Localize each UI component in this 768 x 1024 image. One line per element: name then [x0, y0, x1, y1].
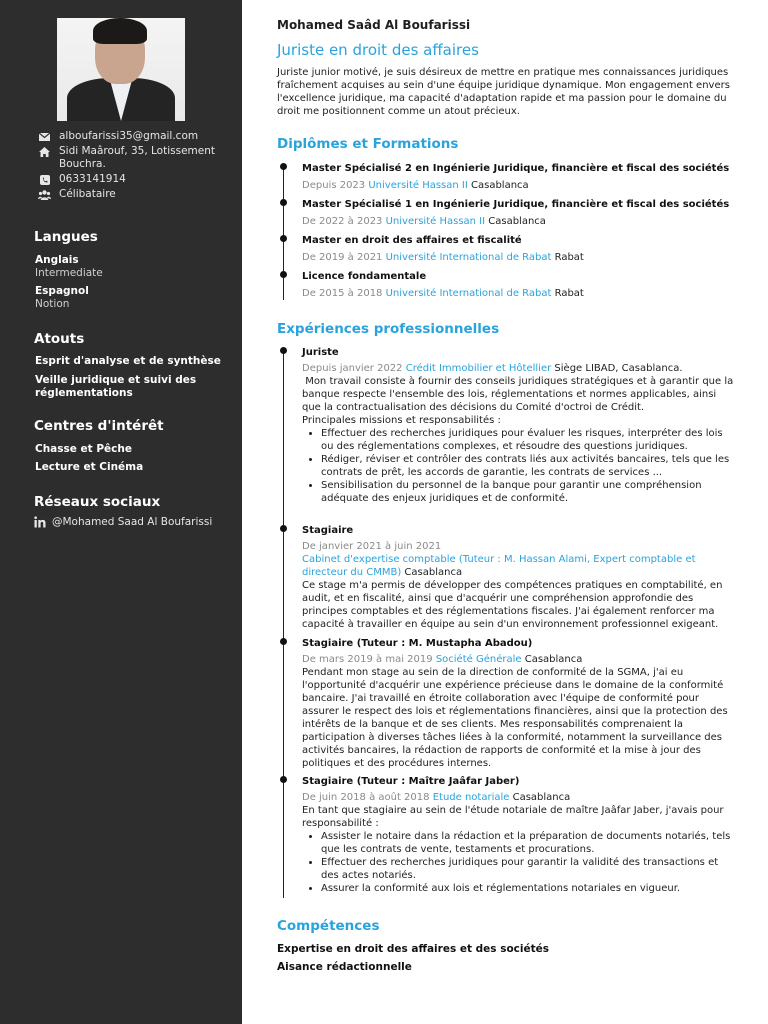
people-icon [38, 189, 51, 201]
role-date: De mars 2019 à mai 2019 [302, 654, 433, 665]
interest-item: Lecture et Cinéma [35, 461, 144, 473]
experience-item [302, 346, 737, 505]
list-item: • Sensibilisation du personnel de la banque pour garantir une compréhension adéquate des enjeux juridiques et de conformité. [321, 479, 737, 505]
skill-item: Aisance rédactionnelle [277, 961, 412, 973]
degree-date: De 2022 à 2023 [302, 216, 383, 227]
school-link[interactable]: Université International de Rabat [385, 252, 552, 263]
profile-summary: Juriste junior motivé, je suis désireux de mettre en pratique mes connaissances juridiques fraîchement acquises au sein d'une équipe juridique dynamique. Mon engagement envers l'excellence juridique, ma capacité d'adaptation rapide et ma passion pour le domaine du droit me positionnent comme un atout précieux. [277, 67, 730, 117]
education-item [302, 234, 737, 264]
experience-timeline [283, 350, 284, 898]
school-link[interactable]: Université Hassan II [368, 180, 468, 191]
school-city: Rabat [554, 288, 584, 299]
profile-photo [57, 18, 185, 121]
sidebar [0, 0, 242, 1024]
social-heading: Réseaux sociaux [34, 494, 161, 510]
timeline-dot [280, 525, 287, 532]
role-description: En tant que stagiaire au sein de l'étude notariale de maître Jaâfar Jaber, j'avais pour responsabilité : [302, 805, 724, 829]
contact-info [38, 130, 228, 203]
timeline-dot [280, 235, 287, 242]
languages-heading: Langues [34, 229, 98, 245]
linkedin-icon [34, 516, 46, 528]
contact-address: Sidi Maârouf, 35, Lotissement Bouchra. [38, 145, 228, 171]
timeline-dot [280, 776, 287, 783]
language-name: Anglais [35, 254, 79, 266]
language-name: Espagnol [35, 285, 89, 297]
company-location: Siège LIBAD, Casablanca. [554, 363, 683, 374]
timeline-dot [280, 163, 287, 170]
company-link[interactable]: Cabinet d'expertise comptable (Tuteur : M. Hassan Alami, Expert comptable et directeur du CMMB) [302, 554, 696, 578]
education-timeline [283, 166, 284, 300]
school-link[interactable]: Université International de Rabat [385, 288, 552, 299]
company-location: Casablanca [524, 654, 583, 665]
degree-date: De 2015 à 2018 [302, 288, 383, 299]
phone-icon [38, 174, 51, 186]
list-item: • Assurer la conformité aux lois et réglementations notariales en vigueur. [321, 882, 737, 895]
role-date: De janvier 2021 à juin 2021 [302, 541, 442, 552]
degree-date: Depuis 2023 [302, 180, 366, 191]
degree-date: De 2019 à 2021 [302, 252, 383, 263]
experience-item [302, 775, 737, 895]
degree-title: Master Spécialisé 2 en Ingénierie Juridique, financière et fiscal des sociétés [302, 163, 730, 174]
language-level: Notion [35, 298, 70, 310]
linkedin-handle: @Mohamed Saad Al Boufarissi [52, 516, 213, 528]
company-link[interactable]: Etude notariale [432, 792, 510, 803]
role-title: Juriste [302, 347, 339, 358]
role-title: Stagiaire [302, 525, 354, 536]
timeline-dot [280, 271, 287, 278]
job-title: Juriste en droit des affaires [277, 41, 479, 59]
school-city: Rabat [554, 252, 584, 263]
experience-item [302, 637, 737, 770]
education-heading: Diplômes et Formations [277, 136, 459, 152]
candidate-name: Mohamed Saâd Al Boufarissi [277, 18, 471, 32]
role-description: Pendant mon stage au sein de la direction de conformité de la SGMA, j'ai eu l'opportunité d'acquérir une expérience précieuse dans le domaine de la conformité bancaire. J'ai travaillé en étroite collaboration avec l'équipe de conformité pour assurer le respect des lois et réglementations financières, ainsi que la protection des intérêts de la banque et de ses clients. Mes responsabilités comprenaient la participation à diverses tâches liées à la conformité, notamment la surveillance des activités bancaires, la rédaction de rapports de conformité et la mise à jour des politiques et des procédures internes. [302, 667, 728, 769]
asset-item: Veille juridique et suivi des réglementations [35, 374, 197, 399]
role-description: Ce stage m'a permis de développer des compétences pratiques en comptabilité, en audit, et en fiscalité, ainsi que d'acquérir une compréhension approfondie des principes comptables et des réglementations fiscales. J'ai également renforcer ma capacité à travailler en équipe au sein d'un environnement professionnel exigeant. [302, 580, 723, 630]
school-city: Casablanca [488, 216, 546, 227]
degree-title: Licence fondamentale [302, 271, 427, 282]
experience-item [302, 524, 737, 631]
school-link[interactable]: Université Hassan II [385, 216, 486, 227]
role-bullets [321, 830, 737, 895]
language-level: Intermediate [35, 267, 103, 279]
role-date: De juin 2018 à août 2018 [302, 792, 430, 803]
linkedin-link[interactable] [34, 516, 212, 528]
school-city: Casablanca [471, 180, 529, 191]
role-title: Stagiaire (Tuteur : M. Mustapha Abadou) [302, 638, 533, 649]
list-item: • Rédiger, réviser et contrôler des contrats liés aux activités bancaires, tels que les contrats de prêt, les accords de garantie, les contrats de services ... [321, 453, 737, 479]
company-location: Casablanca [404, 567, 463, 578]
role-date: Depuis janvier 2022 [302, 363, 403, 374]
interest-item: Chasse et Pêche [35, 443, 132, 455]
interests-heading: Centres d'intérêt [34, 418, 164, 434]
assets-heading: Atouts [34, 331, 85, 347]
education-item [302, 162, 737, 192]
role-title: Stagiaire (Tuteur : Maître Jaâfar Jaber) [302, 776, 520, 787]
home-icon [38, 146, 51, 158]
company-link[interactable]: Société Générale [435, 654, 522, 665]
education-item [302, 198, 737, 228]
company-location: Casablanca [512, 792, 571, 803]
contact-status: Célibataire [38, 188, 228, 201]
contact-phone[interactable]: 0633141914 [38, 173, 228, 186]
degree-title: Master Spécialisé 1 en Ingénierie Juridique, financière et fiscal des sociétés [302, 199, 730, 210]
role-description: Mon travail consiste à fournir des conseils juridiques stratégiques et à garantir que la banque respecte l'ensemble des lois, réglementations et normes applicables, ainsi que la contractualisation des décisions du Comité d'octroi de Crédit. [302, 376, 737, 413]
company-link[interactable]: Crédit Immobilier et Hôtellier [405, 363, 552, 374]
timeline-dot [280, 347, 287, 354]
contact-email[interactable]: alboufarissi35@gmail.com [38, 130, 228, 143]
skill-item: Expertise en droit des affaires et des sociétés [277, 943, 550, 955]
timeline-dot [280, 199, 287, 206]
role-bullets [321, 427, 737, 505]
list-item: • Assister le notaire dans la rédaction et la préparation de documents notariés, tels que les contrats de vente, testaments et procurations. [321, 830, 737, 856]
experience-heading: Expériences professionnelles [277, 321, 500, 337]
asset-item: Esprit d'analyse et de synthèse [35, 355, 221, 367]
education-item [302, 270, 737, 300]
timeline-dot [280, 638, 287, 645]
role-intro: Principales missions et responsabilités : [302, 415, 501, 426]
degree-title: Master en droit des affaires et fiscalité [302, 235, 522, 246]
list-item: • Effectuer des recherches juridiques pour évaluer les risques, interpréter des lois ou des réglementations complexes, et résoudre des questions juridiques. [321, 427, 737, 453]
list-item: • Effectuer des recherches juridiques pour garantir la validité des transactions et des actes notariés. [321, 856, 737, 882]
skills-heading: Compétences [277, 918, 380, 934]
email-icon [38, 131, 51, 143]
